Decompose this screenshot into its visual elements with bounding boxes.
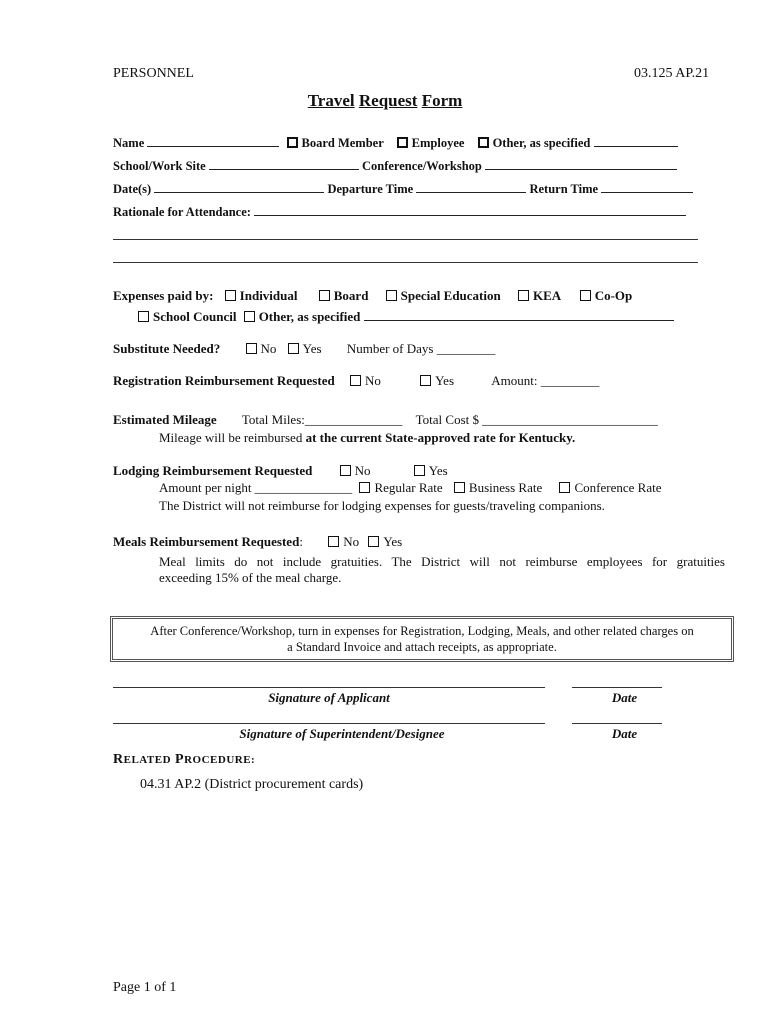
expenses-label: Expenses paid by: [113,288,214,303]
individual-checkbox[interactable] [225,290,236,301]
name-field[interactable] [147,134,279,147]
dates-label: Date(s) [113,182,152,196]
meals-no-checkbox[interactable] [328,536,339,547]
substitute-no-label: No [260,341,277,356]
dates-row [113,180,693,197]
meals-note-line-1: Meal limits do not include gratuities. The District will not reimburse employees for gratuities [159,554,725,569]
school-row [113,157,677,174]
superintendent-date-line[interactable] [572,723,662,724]
applicant-signature-line[interactable] [113,687,545,688]
board-label: Board [333,288,369,303]
school-label: School/Work Site [113,159,206,173]
conference-rate-checkbox[interactable] [559,482,570,493]
meals-row: Meals Reimbursement Requested: No Yes [113,534,403,549]
registration-row [113,373,599,389]
expenses-row-2 [138,308,674,325]
return-label: Return Time [529,182,599,196]
applicant-date-line[interactable] [572,687,662,688]
other-expense-field[interactable] [364,308,674,321]
lodging-yes-label: Yes [428,463,448,478]
registration-no-label: No [364,373,381,388]
regular-rate-checkbox[interactable] [359,482,370,493]
coop-label: Co-Op [594,288,633,303]
special-education-label: Special Education [400,288,501,303]
registration-no-checkbox[interactable] [350,375,361,386]
business-rate-checkbox[interactable] [454,482,465,493]
page-title: Travel Request Form [307,91,463,110]
substitute-yes-label: Yes [302,341,322,356]
lodging-no-checkbox[interactable] [340,465,351,476]
meals-note-line-2: exceeding 15% of the meal charge. [159,570,342,585]
total-cost-field[interactable]: Total Cost $ ___________________________ [415,412,658,427]
registration-label: Registration Reimbursement Requested [113,373,335,388]
rationale-label: Rationale for Attendance: [113,205,251,219]
regular-rate-label: Regular Rate [374,480,443,495]
applicant-date-label: Date [611,690,638,705]
mileage-note: Mileage will be reimbursed at the current State-approved rate for Kentucky. [159,430,576,445]
board-member-checkbox[interactable] [287,137,298,148]
expense-notice-box [110,616,734,662]
departure-field[interactable] [416,180,526,193]
departure-label: Departure Time [327,182,414,196]
business-rate-label: Business Rate [468,480,543,495]
registration-yes-label: Yes [435,373,455,388]
board-checkbox[interactable] [319,290,330,301]
related-procedure-item: 04.31 AP.2 (District procurement cards) [140,777,364,792]
other-role-checkbox[interactable] [478,137,489,148]
employee-checkbox[interactable] [397,137,408,148]
substitute-no-checkbox[interactable] [246,343,257,354]
substitute-row [113,341,495,357]
number-of-days-field[interactable]: Number of Days _________ [346,341,496,356]
substitute-yes-checkbox[interactable] [288,343,299,354]
lodging-label: Lodging Reimbursement Requested [113,463,313,478]
board-member-label: Board Member [301,136,384,150]
kea-label: KEA [532,288,561,303]
lodging-yes-checkbox[interactable] [414,465,425,476]
rationale-line-2[interactable] [113,238,698,240]
dates-field[interactable] [154,180,324,193]
meals-no-label: No [343,534,360,549]
rationale-field[interactable] [254,203,686,216]
employee-label: Employee [411,136,465,150]
coop-checkbox[interactable] [580,290,591,301]
expenses-row [113,288,632,304]
meals-yes-label: Yes [383,534,403,549]
mileage-label: Estimated Mileage [113,412,217,427]
lodging-note: The District will not reimburse for lodging expenses for guests/traveling companions. [159,498,605,513]
kea-checkbox[interactable] [518,290,529,301]
special-education-checkbox[interactable] [386,290,397,301]
superintendent-date-label: Date [611,726,638,741]
school-field[interactable] [209,157,359,170]
registration-yes-checkbox[interactable] [420,375,431,386]
meals-yes-checkbox[interactable] [368,536,379,547]
other-role-field[interactable] [594,134,678,147]
amount-per-night-field[interactable]: Amount per night _______________ [159,480,353,495]
other-role-label: Other, as specified [492,136,591,150]
rationale-line-3[interactable] [113,261,698,263]
applicant-signature-label: Signature of Applicant [268,690,390,705]
superintendent-signature-label: Signature of Superintendent/Designee [239,726,445,741]
name-row [113,134,678,151]
notice-line-2: a Standard Invoice and attach receipts, as appropriate. [287,640,557,654]
page-number: Page 1 of 1 [113,980,177,995]
rationale-row [113,203,686,220]
notice-line-1: After Conference/Workshop, turn in expenses for Registration, Lodging, Meals, and other related charges on [150,624,694,638]
other-expense-label: Other, as specified [258,309,361,324]
meals-label: Meals Reimbursement Requested [113,534,300,549]
registration-amount-field[interactable]: Amount: _________ [491,373,600,388]
document-number: 03.125 AP.21 [634,66,710,81]
section-label: PERSONNEL [113,66,194,81]
lodging-rate-row [159,480,661,496]
substitute-label: Substitute Needed? [113,341,221,356]
school-council-label: School Council [153,309,237,324]
return-field[interactable] [601,180,693,193]
lodging-no-label: No [354,463,371,478]
mileage-row [113,412,658,428]
other-expense-checkbox[interactable] [244,311,255,322]
related-procedure-heading: RELATED PROCEDURE: [113,752,256,767]
conference-rate-label: Conference Rate [574,480,662,495]
total-miles-field[interactable]: Total Miles:_______________ [241,412,403,427]
lodging-row [113,463,448,479]
school-council-checkbox[interactable] [138,311,149,322]
conference-field[interactable] [485,157,677,170]
name-label: Name [113,136,145,150]
individual-label: Individual [239,288,298,303]
superintendent-signature-line[interactable] [113,723,545,724]
conference-label: Conference/Workshop [361,159,482,173]
